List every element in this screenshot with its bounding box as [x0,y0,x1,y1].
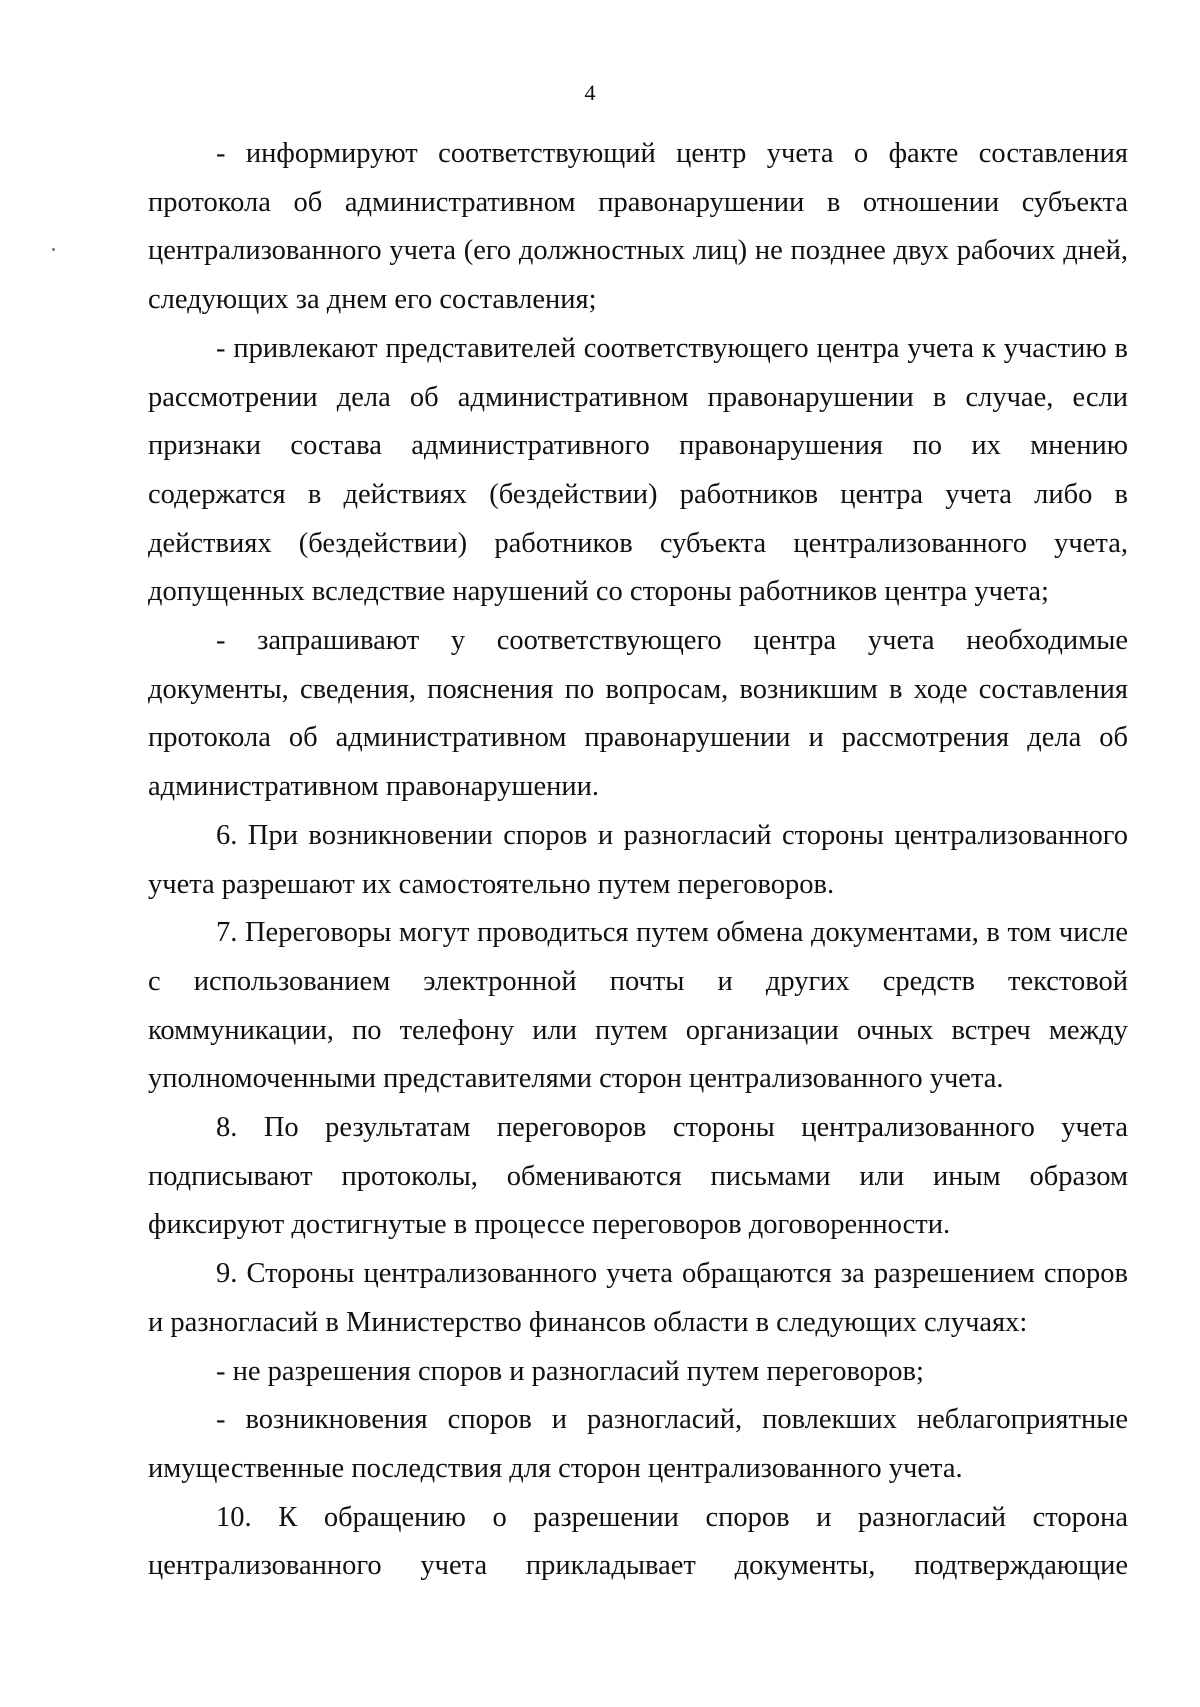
paragraph-item-10: 10. К обращению о разрешении споров и разногласий сторона централизованного учета прикладывает документы, подтверждающие [148,1501,1128,1582]
paragraph-request-documents: - запрашивают у соответствующего центра учета необходимые документы, сведения, пояснения по вопросам, возникшим в ходе составления протокола об административном правонарушении и рассмотрения дела об административном правонарушении. [148,625,1128,803]
paragraph-case-negotiations: - не разрешения споров и разногласий путем переговоров; [216,1355,924,1387]
page-number: 4 [584,80,596,105]
scan-speck [52,248,55,251]
paragraph-item-7: 7. Переговоры могут проводиться путем обмена документами, в том числе с использованием электронной почты и других средств текстовой коммуникации, по телефону или путем организации очных встреч между уполномоченными представителями сторон централизованного учета. [148,917,1128,1095]
paragraph-case-consequences: - возникновения споров и разногласий, повлекших неблагоприятные имущественные последствия для сторон централизованного учета. [148,1404,1128,1484]
paragraph-item-6: 6. При возникновении споров и разногласий стороны централизованного учета разрешают их самостоятельно путем переговоров. [148,819,1128,900]
paragraph-involve-representatives: - привлекают представителей соответствующего центра учета к участию в рассмотрении дела об административном правонарушении в случае, если признаки состава административного правонарушения по их мнению содержатся в действиях (бездействии) работников центра учета либо в действиях (бездействии) работников субъекта централизованного учета, допущенных вследствие нарушений со стороны работников центра учета; [148,332,1128,608]
document-body [148,130,1128,1591]
paragraph-item-9: 9. Стороны централизованного учета обращаются за разрешением споров и разногласий в Министерство финансов области в следующих случаях: [148,1258,1128,1338]
paragraph-item-8: 8. По результатам переговоров стороны централизованного учета подписывают протоколы, обмениваются письмами или иным образом фиксируют достигнутые в процессе переговоров договоренности. [148,1112,1128,1241]
paragraph-inform-center: - информируют соответствующий центр учета о факте составления протокола об административном правонарушении в отношении субъекта централизованного учета (его должностных лиц) не позднее двух рабочих дней, следующих за днем его составления; [148,138,1128,316]
